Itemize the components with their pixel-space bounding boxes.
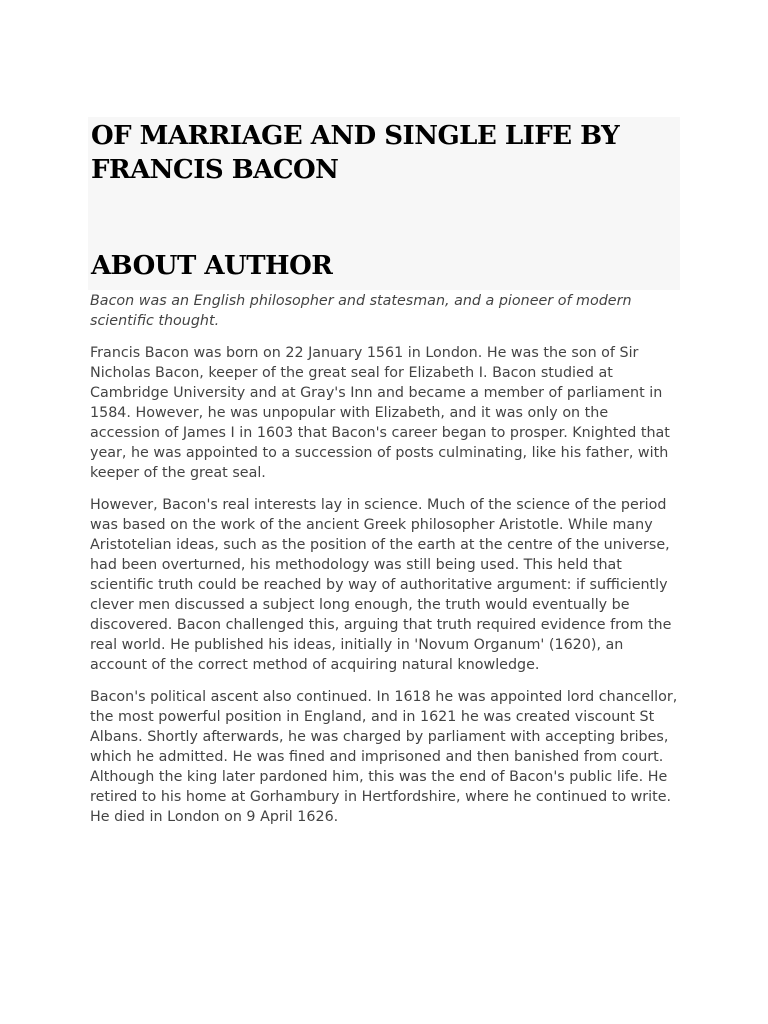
document-title: OF MARRIAGE AND SINGLE LIFE BY FRANCIS BACON bbox=[91, 121, 620, 185]
heading-block bbox=[88, 117, 680, 290]
body-paragraph-3: Bacon's political ascent also continued. In 1618 he was appointed lord chancellor, the most powerful position in England, and in 1621 he was created viscount St Albans. Shortly afterwards, he was charged by parliament with accepting bribes, which he admitted. He was fined and imprisoned and then banished from court. Although the king later pardoned him, this was the end of Bacon's public life. He retired to his home at Gorhambury in Hertfordshire, where he continued to write. He died in London on 9 April 1626. bbox=[90, 689, 678, 825]
body-paragraph-2: However, Bacon's real interests lay in science. Much of the science of the period was based on the work of the ancient Greek philosopher Aristotle. While many Aristotelian ideas, such as the position of the earth at the centre of the universe, had been overturned, his methodology was still being used. This held that scientific truth could be reached by way of authoritative argument: if sufficiently clever men discussed a subject long enough, the truth would eventually be discovered. Bacon challenged this, arguing that truth required evidence from the real world. He published his ideas, initially in 'Novum Organum' (1620), an account of the correct method of acquiring natural knowledge. bbox=[90, 497, 672, 673]
intro-paragraph: Bacon was an English philosopher and statesman, and a pioneer of modern scientific thought. bbox=[90, 293, 632, 329]
section-heading-about-author: ABOUT AUTHOR bbox=[91, 251, 333, 281]
document-body bbox=[90, 291, 682, 839]
body-paragraph-1: Francis Bacon was born on 22 January 1561 in London. He was the son of Sir Nicholas Bacon, keeper of the great seal for Elizabeth I. Bacon studied at Cambridge University and at Gray's Inn and became a member of parliament in 1584. However, he was unpopular with Elizabeth, and it was only on the accession of James I in 1603 that Bacon's career began to prosper. Knighted that year, he was appointed to a succession of posts culminating, like his father, with keeper of the great seal. bbox=[90, 345, 670, 481]
